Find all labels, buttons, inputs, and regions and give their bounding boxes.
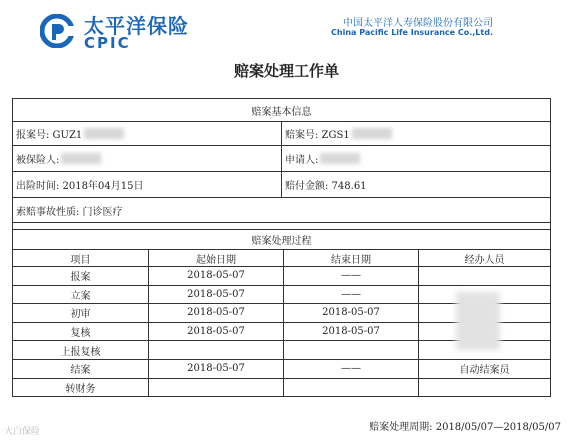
process-start: 2018-05-07: [148, 304, 283, 322]
redacted-block: [61, 153, 101, 164]
watermark-text: 大白保险: [4, 427, 41, 437]
col-handler: 经办人员: [418, 250, 550, 266]
process-start: 2018-05-07: [148, 286, 283, 304]
process-handler: [418, 267, 550, 285]
col-start: 起始日期: [148, 250, 283, 266]
process-end: ——: [283, 360, 418, 378]
process-end: 2018-05-07: [283, 323, 418, 341]
process-end: [283, 379, 418, 397]
process-item: 转财务: [65, 383, 96, 395]
process-item: 报案: [70, 272, 91, 284]
basic-info-header: [13, 99, 550, 122]
process-start: 2018-05-07: [148, 267, 283, 285]
process-row: [13, 360, 550, 379]
company-name-cn: 中国太平洋人寿保险股份有限公司: [343, 18, 493, 29]
info-row-2: [13, 146, 550, 172]
payout-amount: 赔付金额: 748.61: [281, 172, 550, 197]
info-row-4: [13, 198, 550, 223]
redacted-block: [456, 292, 500, 350]
process-handler: [418, 379, 550, 397]
redacted-block: [84, 128, 124, 139]
process-handler: 自动结案员: [418, 360, 550, 378]
process-row: [13, 267, 550, 286]
redacted-block: [352, 128, 392, 139]
brand-name-cn: 太平洋保险: [84, 14, 189, 38]
redacted-block: [320, 153, 360, 164]
process-start: 2018-05-07: [148, 323, 283, 341]
process-item: 初审: [70, 309, 91, 321]
cpic-logo-icon: [40, 14, 74, 48]
process-start: [148, 341, 283, 359]
process-start: [148, 379, 283, 397]
info-row-1: [13, 122, 550, 146]
process-item: 上报复核: [60, 346, 101, 358]
claim-no-label: 赔案号: ZGS1: [285, 130, 350, 141]
process-title: 赔案处理过程: [251, 236, 312, 247]
basic-info-title: 赔案基本信息: [251, 106, 312, 118]
claim-cause: 索赔事故性质: 门诊医疗: [16, 206, 123, 218]
col-end: 结束日期: [283, 250, 418, 266]
process-start: 2018-05-07: [148, 360, 283, 378]
process-row: [13, 379, 550, 398]
accident-time: 出险时间: 2018年04月15日: [16, 181, 144, 192]
info-row-3: [13, 172, 550, 198]
document-title: 赔案处理工作单: [233, 62, 339, 80]
document-header: [0, 0, 573, 60]
company-name-en: China Pacific Life Insurance Co.,Ltd.: [331, 28, 493, 37]
process-item: 复核: [70, 328, 91, 340]
insured-label: 被保险人:: [16, 155, 60, 166]
claim-sheet: [12, 98, 551, 397]
process-columns: [13, 250, 550, 267]
process-end: ——: [283, 267, 418, 285]
claim-cycle: 赔案处理周期: 2018/05/07—2018/05/07: [369, 422, 561, 433]
report-no-label: 报案号: GUZ1: [16, 130, 83, 141]
process-end: 2018-05-07: [283, 304, 418, 322]
brand-name-en: CPIC: [84, 34, 131, 52]
process-end: [283, 341, 418, 359]
process-item: 结案: [70, 365, 91, 377]
process-item: 立案: [70, 290, 91, 302]
spacer-row: [13, 223, 550, 230]
col-item: 项目: [70, 254, 91, 266]
applicant-label: 申请人:: [285, 155, 319, 166]
process-end: ——: [283, 286, 418, 304]
process-header: [13, 230, 550, 250]
